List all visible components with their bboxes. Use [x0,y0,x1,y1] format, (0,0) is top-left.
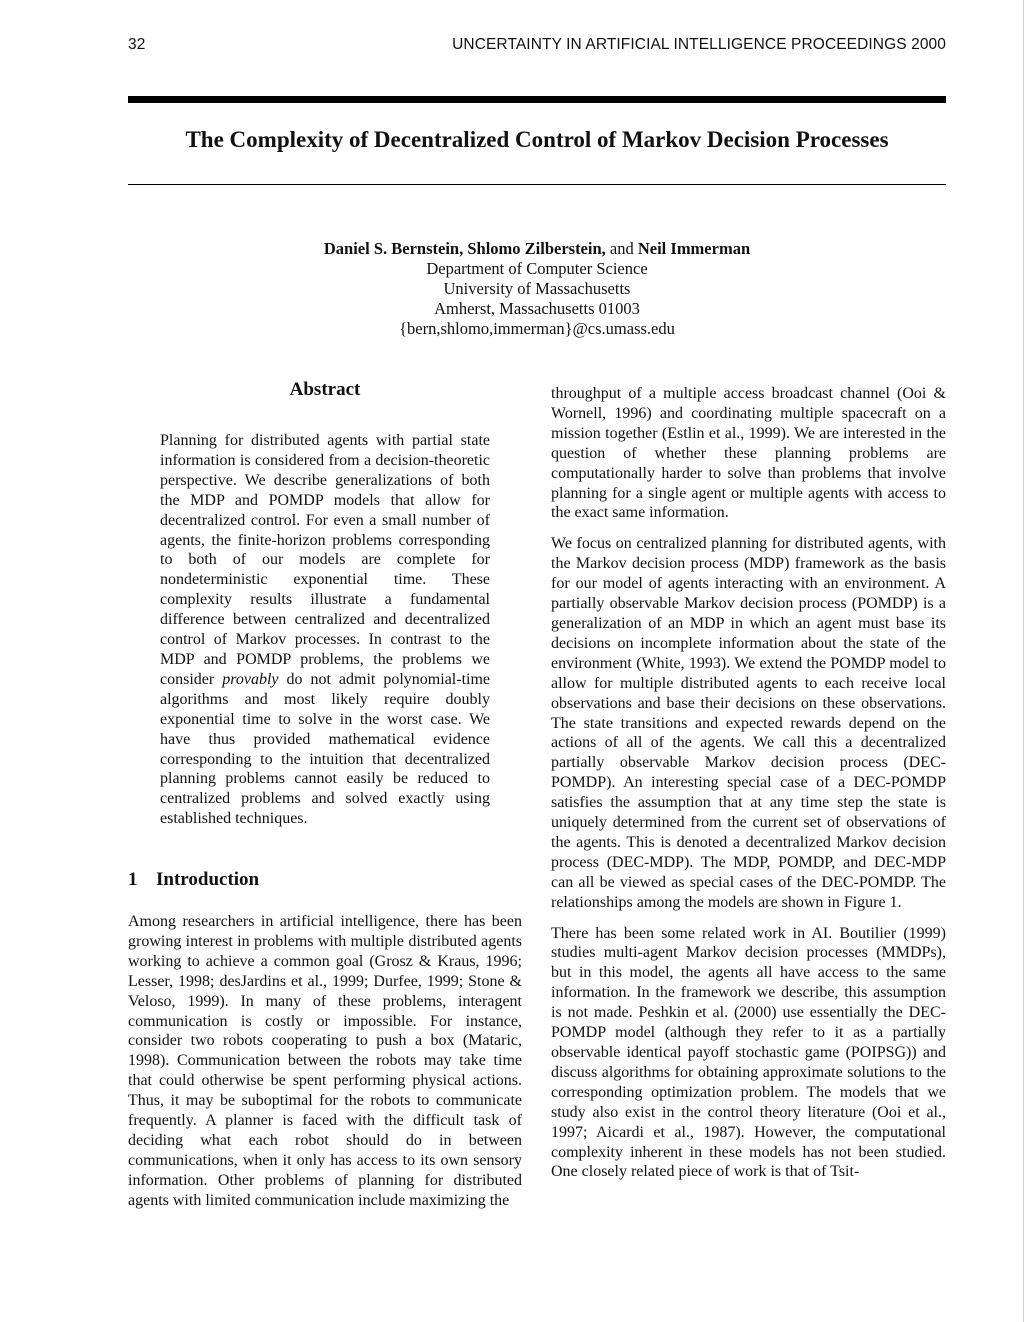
author-conjunction: and [609,239,634,258]
author-location: Amherst, Massachusetts 01003 [434,299,640,318]
section-heading-introduction [128,869,259,891]
right-paragraph-2: We focus on centralized planning for distributed agents, with the Markov decision process (MDP) framework as the basis for our model of agents interacting with an environment. A partially observable Markov decision process (POMDP) is a generalization of an MDP in which an agent must base its decisions on incomplete information about the state of the environment (White, 1993). We extend the POMDP model to allow for multiple distributed agents to each receive local observations and base their decisions on these observations. The state transitions and expected rewards depend on the actions of all of the agents. We call this a decentralized partially observable Markov decision process (DEC-POMDP). An interesting special case of a DEC-POMDP satisfies the assumption that at any time step the state is uniquely determined from the current set of observations of the agents. This is denoted a decentralized Markov decision process (DEC-MDP). The MDP, POMDP, and DEC-MDP can all be viewed as special cases of the DEC-POMDP. The relationships among the models are shown in Figure 1. [551,535,946,911]
page-number: 32 [128,36,146,53]
abstract-emphasis: provably [222,670,279,688]
abstract-heading: Abstract [289,379,361,400]
author-names-first: Daniel S. Bernstein, Shlomo Zilberstein, [323,239,606,258]
paper-title: The Complexity of Decentralized Control of Markov Decision Processes [185,127,889,152]
section-number: 1 [128,869,138,890]
author-university: University of Massachusetts [443,279,631,298]
title-top-rule [128,96,946,103]
author-email: {bern,shlomo,immerman}@cs.umass.edu [399,319,675,338]
running-head [128,36,946,56]
right-column [551,384,946,1182]
abstract-text-before: Planning for distributed agents with partial state information is considered from a decision-theoretic perspective. We describe generalizations of both the MDP and POMDP models that allow for decentralized control. For even a small number of agents, the finite-horizon problems corresponding to both of our models are complete for nondeterministic exponential time. These complexity results illustrate a fundamental difference between centralized and decentralized control of Markov processes. In contrast to the MDP and POMDP problems, the problems we consider [160,432,490,688]
author-block [128,239,946,339]
section-title: Introduction [156,869,260,890]
author-names [128,239,946,259]
author-department: Department of Computer Science [426,259,648,278]
venue-name: UNCERTAINTY IN ARTIFICIAL INTELLIGENCE PROCEEDINGS 2000 [452,36,946,53]
abstract-text-after: do not admit polynomial-time algorithms and most likely require doubly exponential time to solve in the worst case. We have thus provided mathematical evidence corresponding to the intuition that decentralized planning problems cannot easily be reduced to centralized problems and solved exactly using established techniques. [160,670,491,828]
right-paragraph-1: throughput of a multiple access broadcast channel (Ooi & Wornell, 1996) and coordinating multiple spacecraft on a mission together (Estlin et al., 1999). We are interested in the question of whether these planning problems are computationally harder to solve than problems that involve planning for a single agent or multiple agents with access to the exact same information. [551,385,946,522]
abstract-text [160,431,490,829]
intro-paragraph-1: Among researchers in artificial intelligence, there has been growing interest in problems with multiple distributed agents working to achieve a common goal (Grosz & Kraus, 1996; Lesser, 1998; desJardins et al., 1999; Durfee, 1999; Stone & Veloso, 1999). In many of these problems, interagent communication is costly or impossible. For instance, consider two robots cooperating to push a box (Mataric, 1998). Communication between the robots may take time that could otherwise be spent performing physical actions. Thus, it may be suboptimal for the robots to communicate frequently. A planner is faced with the difficult task of deciding what each robot should do in between communications, when it only has access to its own sensory information. Other problems of planning for distributed agents with limited communication include maximizing the [128,913,522,1209]
title-bottom-rule [128,184,946,185]
author-names-last: Neil Immerman [637,239,751,258]
right-paragraph-3: There has been some related work in AI. Boutilier (1999) studies multi-agent Markov decision processes (MMDPs), but in this model, the agents all have access to the same information. In the framework we describe, this assumption is not made. Peshkin et al. (2000) use essentially the DEC-POMDP model (although they refer to it as a partially observable identical payoff stochastic game (POIPSG)) and discuss algorithms for obtaining approximate solutions to the corresponding optimization problem. The models that we study also exist in the control theory literature (Ooi et al., 1997; Aicardi et al., 1987). However, the computational complexity inherent in these models has not been studied. One closely related piece of work is that of Tsit- [551,924,946,1181]
